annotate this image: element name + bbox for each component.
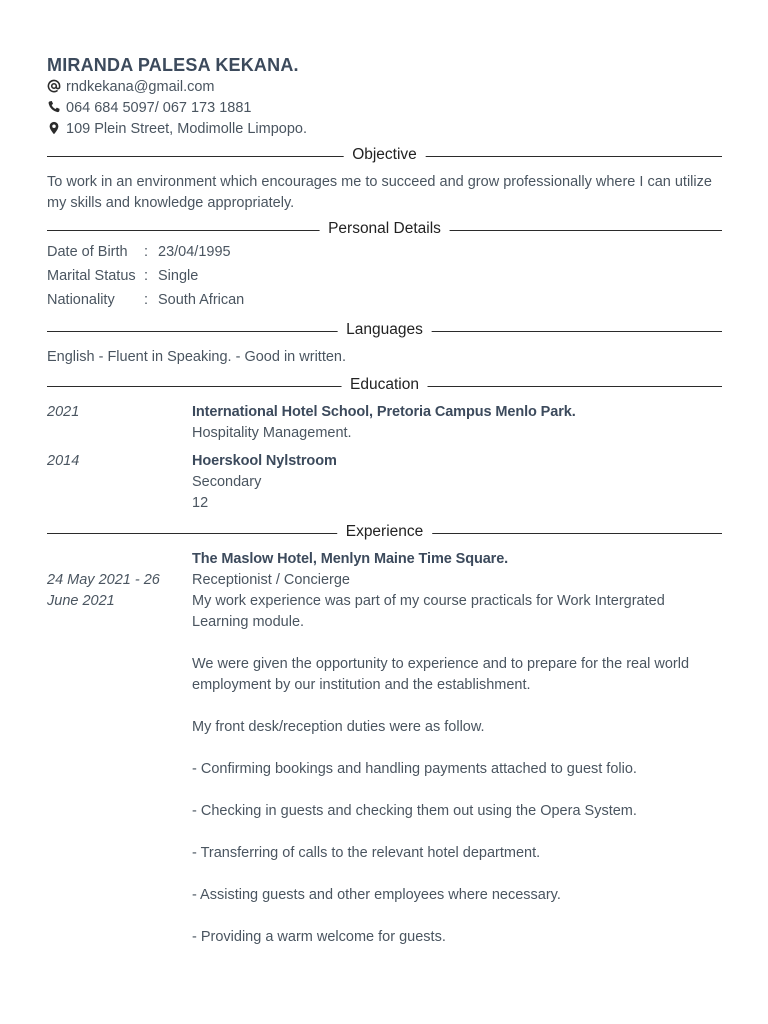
location-pin-icon <box>47 121 63 135</box>
at-icon <box>47 79 63 93</box>
education-detail: Hospitality Management. <box>192 425 352 441</box>
section-title: Experience <box>337 523 433 541</box>
email-line <box>47 79 215 95</box>
section-title: Education <box>341 376 428 394</box>
experience-paragraph: My work experience was part of my course practicals for Work Intergrated Learning module. <box>192 593 665 630</box>
languages-text: English - Fluent in Speaking. - Good in written. <box>47 349 347 365</box>
section-title: Languages <box>337 321 432 339</box>
section-heading-personal-details <box>47 220 722 240</box>
detail-separator: : <box>144 268 149 284</box>
job-role: Receptionist / Concierge <box>192 572 350 588</box>
experience-paragraph: We were given the opportunity to experience and to prepare for the real world employment by our institution and the establishment. <box>192 656 690 693</box>
school-name: Hoerskool Nylstroom <box>192 453 337 469</box>
detail-value: 23/04/1995 <box>158 244 231 260</box>
duty-item: - Transferring of calls to the relevant hotel department. <box>192 845 541 861</box>
section-title: Personal Details <box>319 220 450 238</box>
duty-item: - Checking in guests and checking them out using the Opera System. <box>192 803 637 819</box>
school-name: International Hotel School, Pretoria Campus Menlo Park. <box>192 404 576 420</box>
education-year: 2021 <box>47 404 80 420</box>
duty-item: - Confirming bookings and handling payments attached to guest folio. <box>192 761 637 777</box>
section-title: Objective <box>343 146 426 164</box>
detail-label: Nationality <box>47 292 115 308</box>
experience-dates: 24 May 2021 - 26 June 2021 <box>47 572 160 609</box>
detail-label: Date of Birth <box>47 244 128 260</box>
experience-entry <box>192 549 722 948</box>
experience-paragraph: My front desk/reception duties were as follow. <box>192 719 485 735</box>
address-line <box>47 121 307 137</box>
education-entry <box>192 451 722 514</box>
detail-separator: : <box>144 292 149 308</box>
duty-item: - Assisting guests and other employees where necessary. <box>192 887 561 903</box>
phone-icon <box>47 100 63 114</box>
duty-item: - Providing a warm welcome for guests. <box>192 929 446 945</box>
education-detail: 12 <box>192 495 209 511</box>
phone-text: 064 684 5097/ 067 173 1881 <box>66 100 252 116</box>
address-text: 109 Plein Street, Modimolle Limpopo. <box>66 121 307 137</box>
section-heading-languages <box>47 321 722 341</box>
section-heading-objective <box>47 146 722 166</box>
email-text: rndkekana@gmail.com <box>66 79 215 95</box>
detail-value: South African <box>158 292 245 308</box>
education-year: 2014 <box>47 453 80 469</box>
candidate-name: MIRANDA PALESA KEKANA. <box>47 55 299 75</box>
detail-separator: : <box>144 244 149 260</box>
section-heading-education <box>47 376 722 396</box>
education-detail: Secondary <box>192 474 262 490</box>
phone-line <box>47 100 251 116</box>
objective-text: To work in an environment which encourages me to succeed and grow professionally where I can utilize my skills and knowledge appropriately. <box>47 174 712 211</box>
section-heading-experience <box>47 523 722 543</box>
detail-label: Marital Status <box>47 268 136 284</box>
detail-value: Single <box>158 268 199 284</box>
employer-name: The Maslow Hotel, Menlyn Maine Time Square. <box>192 551 509 567</box>
education-entry <box>192 402 722 444</box>
